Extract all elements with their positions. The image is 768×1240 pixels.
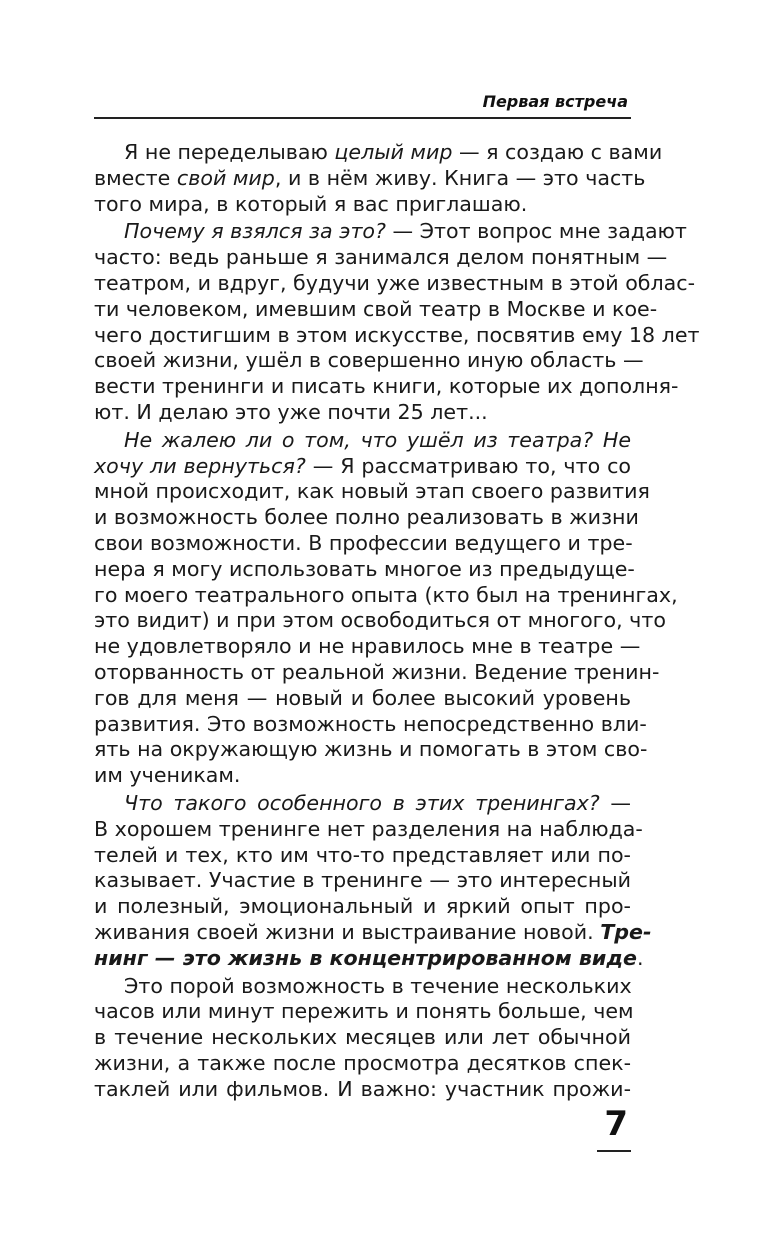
text-line	[94, 737, 648, 763]
text-run: .	[636, 945, 644, 970]
text-line	[94, 322, 700, 349]
text-line	[94, 374, 679, 400]
text-run: и полезный, эмоциональный и яркий опыт про-	[94, 894, 631, 919]
text-run: и возможность более полно реализовать в жизни	[94, 505, 639, 530]
text-run: — Я рассматриваю то, что со	[305, 453, 632, 478]
text-line	[94, 659, 660, 686]
text-line	[94, 505, 639, 531]
text-run: того мира, в который я вас приглашаю.	[94, 191, 528, 216]
text-line	[94, 192, 631, 218]
text-line	[94, 219, 687, 245]
text-line	[94, 296, 658, 323]
italic-run: хочу ли вернуться?	[94, 453, 306, 478]
text-run: часов или минут пережить и понять больше, чем	[94, 999, 634, 1024]
text-run: свои возможности. В профессии ведущего и тре-	[94, 530, 633, 555]
text-line	[94, 1051, 631, 1077]
text-run: ти человеком, имевшим свой театр в Москве и кое-	[94, 296, 658, 321]
text-run: не удовлетворяло и не нравилось мне в театре —	[94, 634, 641, 659]
italic-run: свой мир	[176, 165, 275, 190]
text-line	[94, 140, 663, 166]
text-line	[94, 454, 631, 480]
text-run: го моего театрального опыта (кто был на тренингах,	[94, 582, 678, 607]
text-line	[94, 894, 631, 920]
text-run: — я создаю с вами	[452, 140, 663, 164]
text-line	[94, 556, 635, 583]
paragraph	[94, 427, 678, 789]
header-divider	[94, 117, 631, 119]
text-run: нера я могу использовать многое из предыдуще-	[94, 556, 635, 581]
running-title: Первая встреча	[482, 92, 628, 111]
paragraph	[94, 140, 663, 217]
text-run: вместе	[94, 165, 177, 190]
text-line	[94, 763, 631, 789]
text-run: — Этот вопрос мне задают	[385, 219, 687, 244]
text-run: Это порой возможность в течение нескольких	[124, 973, 632, 998]
text-run: казывает. Участие в тренинге — это интересный	[94, 868, 631, 893]
text-line	[94, 868, 631, 894]
italic-run: Что такого особенного в этих тренингах?	[124, 790, 600, 815]
text-line	[94, 791, 631, 817]
text-run: это видит) и при этом освободиться от многого, что	[94, 608, 666, 633]
paragraph	[94, 790, 652, 972]
text-line	[94, 400, 631, 426]
text-run: часто: ведь раньше я занимался делом понятным —	[94, 245, 668, 270]
text-line	[94, 634, 641, 660]
text-line	[94, 945, 644, 972]
text-line	[94, 582, 678, 609]
text-run: им ученикам.	[94, 763, 241, 788]
text-run: в течение нескольких месяцев или лет обычной	[94, 1025, 631, 1050]
italic-run: Почему я взялся за это?	[124, 219, 386, 244]
text-line	[94, 428, 631, 454]
text-run: живания своей жизни и выстраивание новой.	[94, 919, 601, 944]
text-line	[94, 608, 666, 634]
text-line	[94, 270, 696, 297]
text-line	[94, 1025, 631, 1051]
page-number-divider	[597, 1150, 631, 1152]
text-run: В хорошем тренинге нет разделения на наблюда-	[94, 816, 643, 841]
text-run: ять на окружающую жизнь и помогать в этом сво-	[94, 737, 648, 762]
text-line	[94, 843, 631, 869]
text-line	[94, 919, 652, 946]
text-run: развития. Это возможность непосредственно вли-	[94, 711, 647, 736]
text-line	[94, 974, 631, 1000]
text-run: , и в нём живу. Книга — это часть	[274, 165, 646, 190]
text-run: таклей или фильмов. И важно: участник прожи-	[94, 1076, 631, 1101]
text-run: мной происходит, как новый этап своего развития	[94, 479, 650, 504]
text-run: жизни, а также после просмотра десятков спек-	[94, 1050, 631, 1075]
text-line	[94, 711, 647, 738]
text-line	[94, 999, 634, 1025]
italic-run: целый мир	[334, 140, 453, 164]
text-line	[94, 531, 631, 557]
text-line	[94, 686, 631, 712]
text-run: чего достигшим в этом искусстве, посвятив ему 18 лет	[94, 322, 700, 347]
text-run: ют. И делаю это уже почти 25 лет...	[94, 399, 488, 424]
text-line	[94, 1077, 631, 1103]
page-number: 7	[604, 1104, 628, 1144]
text-line	[94, 165, 646, 192]
paragraph	[94, 973, 634, 1103]
text-line	[94, 479, 650, 505]
text-run: гов для меня — новый и более высокий уровень	[94, 685, 631, 710]
text-run: телей и тех, кто им что-то представляет или по-	[94, 842, 631, 867]
bold-italic-run: нинг — это жизнь в концентрированном виде	[94, 945, 637, 970]
italic-run: Не жалею ли о том, что ушёл из театра? Не	[124, 427, 631, 452]
text-run: своей жизни, ушёл в совершенно иную область —	[94, 348, 644, 373]
text-run: оторванность от реальной жизни. Ведение тренин-	[94, 659, 660, 684]
body-text	[94, 140, 700, 1102]
text-line	[94, 816, 643, 843]
text-line	[94, 245, 668, 271]
text-run: Я не переделываю	[124, 140, 335, 164]
paragraph	[94, 219, 700, 425]
text-line	[94, 348, 644, 374]
text-run: вести тренинги и писать книги, которые их дополня-	[94, 374, 679, 399]
text-run: театром, и вдруг, будучи уже известным в этой облас-	[94, 270, 696, 295]
bold-italic-run: Тре-	[600, 919, 652, 944]
text-run: —	[599, 790, 631, 815]
